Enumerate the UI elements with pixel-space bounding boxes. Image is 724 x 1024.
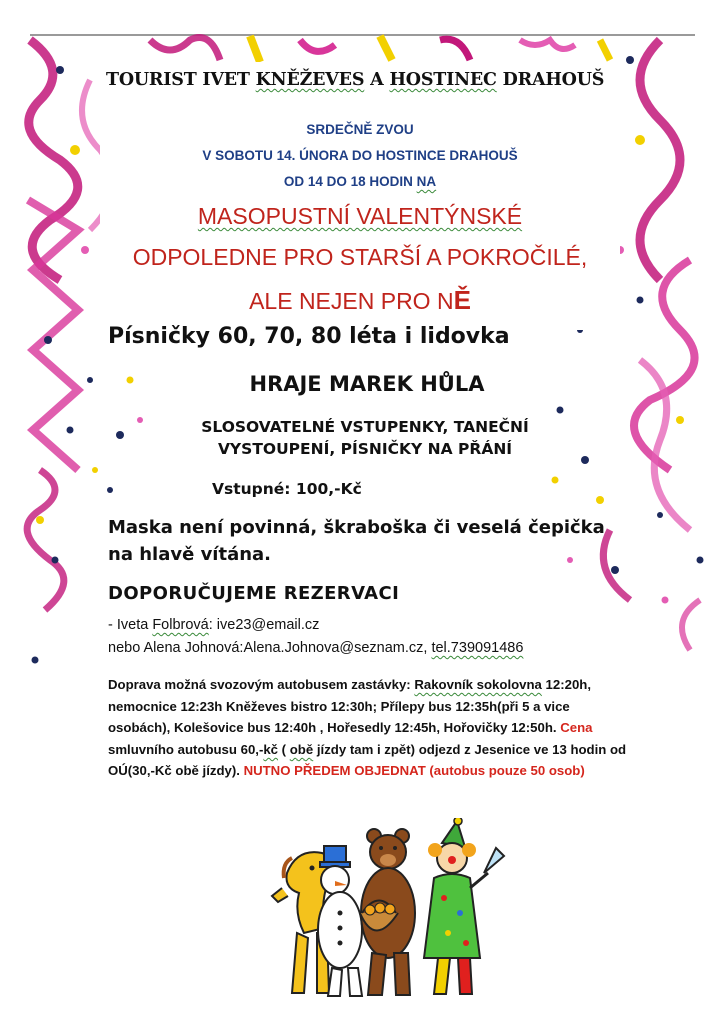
contact-alena: nebo Alena Johnová:Alena.Johnova@seznam.cz, tel.739091486 [108, 640, 524, 656]
invite-line-2: V SOBOTU 14. ÚNORA DO HOSTINCE DRAHOUŠ [202, 148, 518, 163]
clown-mascot-icon [424, 818, 504, 994]
contact-iveta: - Iveta Folbrová: ive23@email.cz [108, 617, 320, 633]
band-info: HRAJE MAREK HŮLA [249, 372, 485, 396]
program-line-2: VYSTOUPENÍ, PÍSNIČKY NA PŘÁNÍ [217, 440, 513, 458]
entry-price: Vstupné: 100,-Kč [212, 480, 362, 498]
mask-note: Maska není povinná, škraboška či veselá čepička na hlavě vítána. [108, 517, 605, 565]
event-title-line-2: ODPOLEDNE PRO STARŠÍ A POKROČILÉ, [132, 244, 588, 270]
invite-line-1: SRDEČNĚ ZVOU [306, 122, 414, 137]
program-highlights [160, 416, 570, 460]
music-genres: Písničky 60, 70, 80 léta i lidovka [108, 324, 510, 349]
transport-info: Doprava možná svozovým autobusem zastávky: Rakovník sokolovna 12:20h, nemocnice 12:23h Kněževes bistro 12:30h; Přílepy bus 12:35h(při 5 a vice osobách), Kolešovice bus 12:40h , Hořesedly 12:45h, Hořovičky 12:50h. Cena smluvního autobusu 60,-kč ( obě jízdy tam i zpět) odjezd z Jesenice ve 13 hodin od OÚ(30,-Kč obě jízdy). NUTNO PŘEDEM OBJEDNAT (autobus pouze 50 osob) [108, 677, 627, 779]
program-line-1: SLOSOVATELNÉ VSTUPENKY, TANEČNÍ [201, 418, 529, 436]
organizers-title: TOURIST IVET KNĚŽEVES A HOSTINEC DRAHOUŠ [106, 70, 605, 90]
event-title-line-1: MASOPUSTNÍ VALENTÝNSKÉ [197, 203, 523, 229]
reservation-heading: DOPORUČUJEME REZERVACI [108, 583, 400, 604]
event-title-line-3: ALE NEJEN PRO NĚ [249, 285, 471, 315]
bear-mascot-icon [360, 829, 415, 995]
invite-line-3: OD 14 DO 18 HODIN NA [283, 174, 437, 189]
carnival-mascots-illustration [262, 818, 512, 1018]
